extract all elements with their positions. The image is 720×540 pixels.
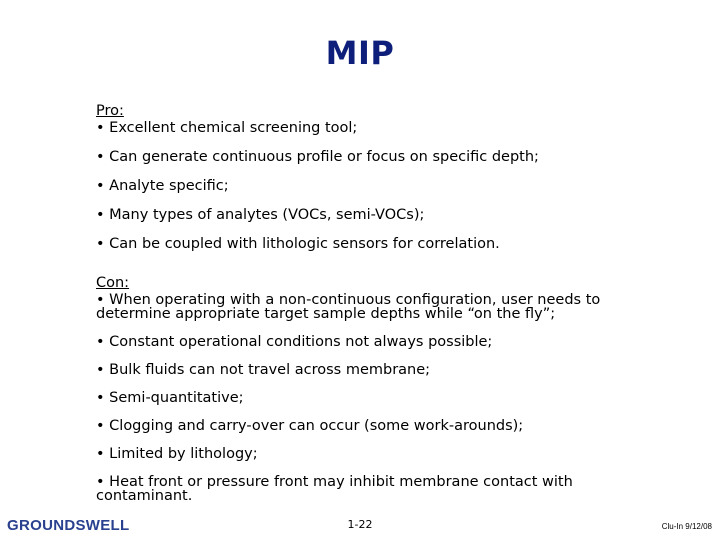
con-section xyxy=(96,275,656,517)
pro-heading: Pro: xyxy=(96,103,124,119)
con-item: • When operating with a non-continuous configuration, user needs to determine appropriate target sample depths while “on the fly”; xyxy=(96,292,601,322)
page-number: 1-22 xyxy=(347,518,373,531)
con-heading: Con: xyxy=(96,275,130,291)
pro-item: • Can generate continuous profile or focus on specific depth; xyxy=(96,149,539,165)
con-item: • Heat front or pressure front may inhibit membrane contact with contaminant. xyxy=(96,474,573,504)
con-item: • Clogging and carry-over can occur (some work-arounds); xyxy=(96,418,524,434)
groundswell-logo: GROUNDSWELL xyxy=(7,517,130,534)
con-item: • Bulk fluids can not travel across membrane; xyxy=(96,362,431,378)
pro-item: • Can be coupled with lithologic sensors for correlation. xyxy=(96,236,500,252)
con-item: • Constant operational conditions not always possible; xyxy=(96,334,493,350)
slide-title: MIP xyxy=(325,34,395,72)
footer-date: Clu-In 9/12/08 xyxy=(661,522,712,531)
pro-section xyxy=(96,103,656,266)
pro-item: • Excellent chemical screening tool; xyxy=(96,120,358,136)
con-item: • Semi-quantitative; xyxy=(96,390,244,406)
con-item: • Limited by lithology; xyxy=(96,446,258,462)
pro-item: • Many types of analytes (VOCs, semi-VOCs); xyxy=(96,207,425,223)
pro-item: • Analyte specific; xyxy=(96,178,229,194)
